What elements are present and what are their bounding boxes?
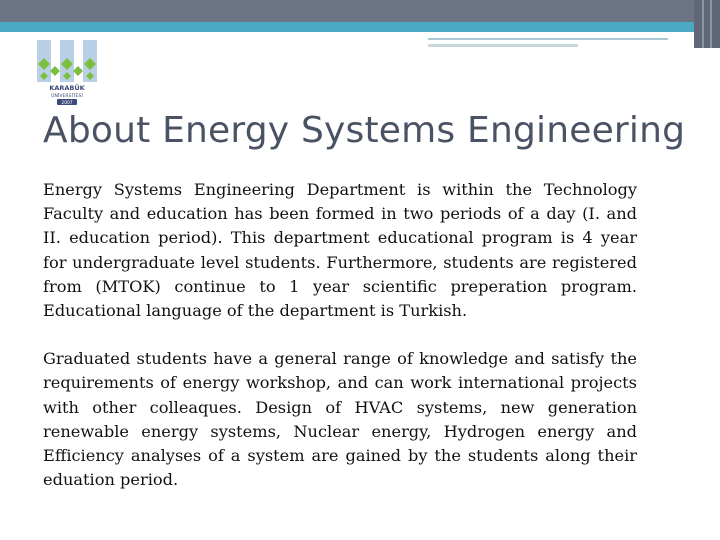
header-decor-line (428, 38, 668, 40)
logo-name-top: KARABÜK (49, 84, 85, 92)
paragraph-graduate-skills: Graduated students have a general range of knowledge and satisfy the requirements of energy workshop, and can work international projects with other colleaques. Design of HVAC systems, new generation renewable energy systems, Nuclear energy, Hydrogen energy and Efficiency analyses of a system are gained by the students along their eduation period. (43, 349, 637, 490)
slide-header-accent (0, 22, 720, 32)
slide-body (43, 178, 637, 516)
header-corner-stripes (702, 0, 712, 48)
logo-year: 2007 (61, 101, 73, 106)
slide-title: About Energy Systems Engineering (43, 110, 686, 151)
slide-header-bar (0, 0, 720, 22)
header-decor-line-secondary (428, 44, 578, 47)
paragraph-department-info: Energy Systems Engineering Department is within the Technology Faculty and education has been formed in two periods of a day (I. and II. education period). This department educational program is 4 year for undergraduate level students. Furthermore, students are registered from (MTOK) continue to 1 year scientific preperation program. Educational language of the department is Turkish. (43, 180, 637, 321)
logo-name-bottom: ÜNİVERSİTESİ (51, 94, 83, 99)
university-logo (33, 38, 101, 108)
